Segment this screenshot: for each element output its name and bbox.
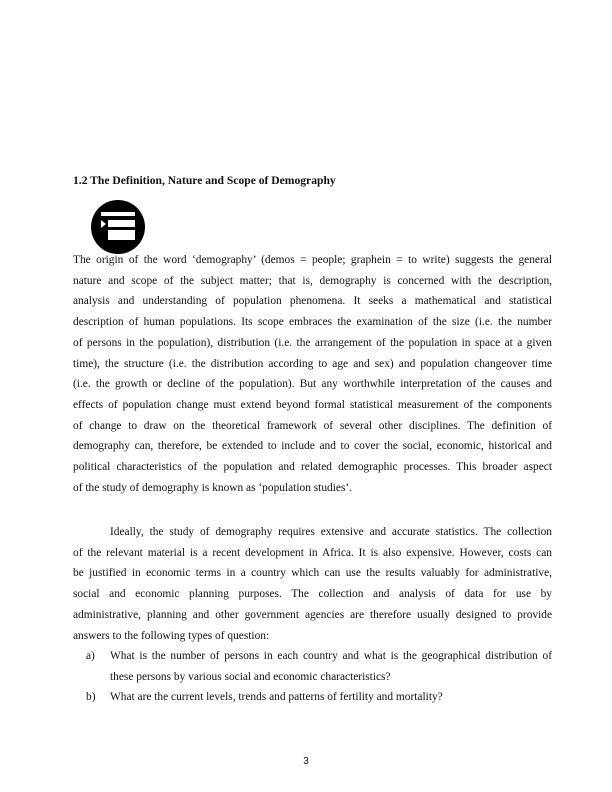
question-list	[73, 646, 552, 708]
paragraph-origin	[73, 250, 552, 498]
text-line: be justified in economic terms in a country which can use the results valuably for administrative,	[73, 567, 552, 580]
list-menu-icon	[91, 200, 145, 254]
text-line: (i.e. the growth or decline of the population). But any worthwhile interpretation of the causes and	[73, 378, 552, 391]
paragraph-ideally	[73, 522, 552, 646]
text-line: of the study of demography is known as ‘population studies’.	[73, 481, 353, 494]
text-line: What is the number of persons in each country and what is the geographical distribution of	[110, 650, 552, 662]
text-line: social and economic planning purposes. The collection and analysis of data for use by	[73, 588, 552, 601]
text-line: administrative, planning and other government agencies are therefore usually designed to provide	[73, 608, 552, 621]
text-line: answers to the following types of question:	[73, 629, 270, 642]
text-line: effects of population change must extend beyond formal statistical measurement of the components	[73, 398, 552, 411]
text-line: Ideally, the study of demography requires extensive and accurate statistics. The collection	[110, 526, 552, 538]
list-item	[73, 646, 552, 687]
text-line: demography can, therefore, be extended to include and to cover the social, economic, historical and	[73, 440, 552, 453]
text-line: analysis and understanding of population phenomena. It seeks a mathematical and statistical	[73, 295, 552, 308]
text-line: political characteristics of the population and related demographic processes. This broader aspect	[73, 461, 552, 474]
text-line: of the relevant material is a recent development in Africa. It is also expensive. However, costs can	[73, 546, 552, 559]
text-line: description of human populations. Its scope embraces the examination of the size (i.e. the number	[73, 316, 552, 329]
list-marker: b)	[86, 691, 96, 704]
page-number: 3	[303, 756, 309, 767]
text-line: of change to draw on the theoretical framework of several other disciplines. The definition of	[73, 419, 552, 432]
text-line: nature and scope of the subject matter; that is, demography is concerned with the description,	[73, 274, 552, 287]
list-marker: a)	[86, 650, 95, 662]
list-item	[73, 687, 552, 708]
text-line: time), the structure (i.e. the distribution according to age and sex) and population changeover time	[73, 357, 552, 370]
text-line: of persons in the population), distribution (i.e. the arrangement of the population in space at a given	[73, 336, 552, 349]
section-heading: 1.2 The Definition, Nature and Scope of Demography	[73, 174, 336, 187]
text-line: The origin of the word ‘demography’ (demos = people; graphein = to write) suggests the general	[73, 254, 552, 266]
text-line: these persons by various social and economic characteristics?	[110, 670, 391, 683]
text-line: What are the current levels, trends and patterns of fertility and mortality?	[110, 691, 443, 704]
